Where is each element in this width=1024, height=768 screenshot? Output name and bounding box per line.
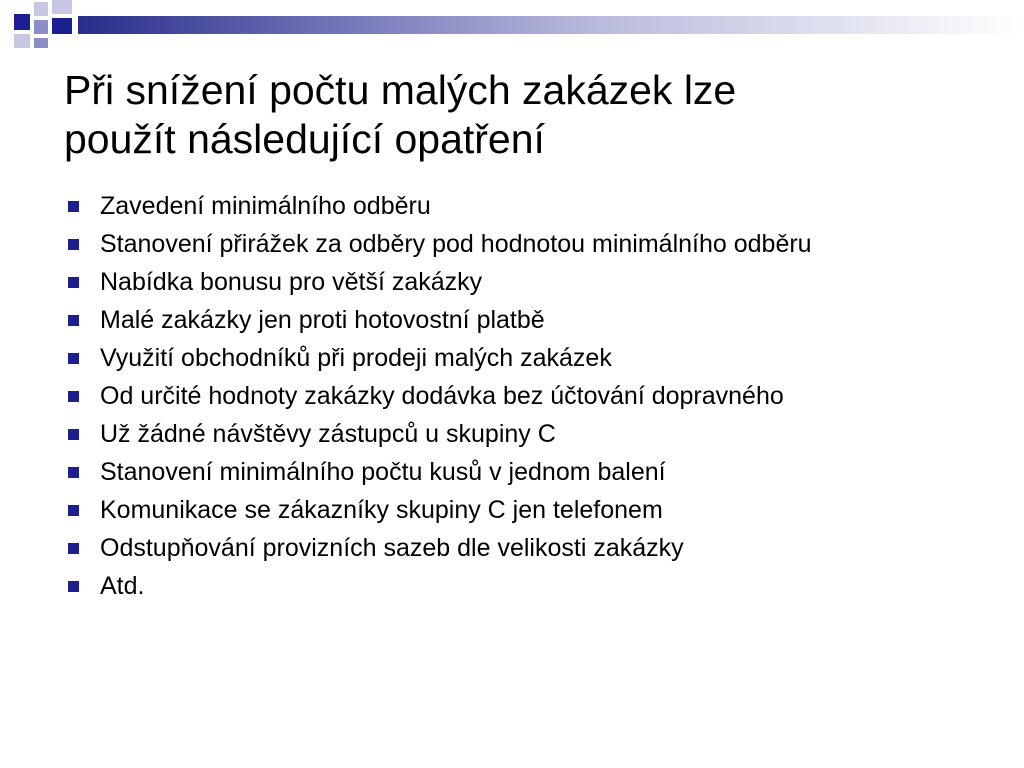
square-bullet-icon: [68, 505, 79, 516]
list-item-text: Od určité hodnoty zakázky dodávka bez účtování dopravného: [100, 382, 784, 410]
list-item: [64, 458, 984, 486]
square-bullet-icon: [68, 239, 79, 250]
list-item-text: Už žádné návštěvy zástupců u skupiny C: [100, 420, 556, 448]
decor-square-light: [52, 0, 72, 14]
list-item: [64, 420, 984, 448]
list-item: [64, 230, 984, 258]
square-bullet-icon: [68, 315, 79, 326]
header-gradient-bar: [78, 16, 1024, 34]
square-bullet-icon: [68, 467, 79, 478]
decor-square-light: [14, 34, 30, 48]
square-bullet-icon: [68, 201, 79, 212]
square-bullet-icon: [68, 277, 79, 288]
list-item: [64, 268, 984, 296]
list-item: [64, 534, 984, 562]
decor-square-dark: [14, 14, 30, 30]
list-item-text: Stanovení přirážek za odběry pod hodnotou minimálního odběru: [100, 230, 812, 258]
list-item-text: Stanovení minimálního počtu kusů v jednom balení: [100, 458, 666, 486]
square-bullet-icon: [68, 353, 79, 364]
list-item: [64, 572, 984, 600]
slide-title: [64, 66, 964, 164]
slide-title-line: Při snížení počtu malých zakázek lze: [64, 67, 737, 113]
square-bullet-icon: [68, 581, 79, 592]
decor-square-mid: [34, 38, 48, 48]
list-item-text: Odstupňování provizních sazeb dle velikosti zakázky: [100, 534, 684, 562]
list-item-text: Malé zakázky jen proti hotovostní platbě: [100, 306, 545, 334]
list-item-text: Využití obchodníků při prodeji malých zakázek: [100, 344, 612, 372]
list-item: [64, 344, 984, 372]
list-item-text: Zavedení minimálního odběru: [100, 192, 431, 220]
decor-square-mid: [34, 20, 48, 34]
list-item-text: Komunikace se zákazníky skupiny C jen telefonem: [100, 496, 663, 524]
list-item: [64, 306, 984, 334]
list-item-text: Atd.: [100, 572, 145, 600]
list-item: [64, 382, 984, 410]
bullet-list: [64, 192, 984, 610]
list-item: [64, 496, 984, 524]
decor-square-light: [34, 2, 48, 16]
decor-square-dark: [52, 18, 72, 34]
slide-title-line: použít následující opatření: [64, 116, 545, 162]
list-item: [64, 192, 984, 220]
square-bullet-icon: [68, 391, 79, 402]
square-bullet-icon: [68, 429, 79, 440]
square-bullet-icon: [68, 543, 79, 554]
list-item-text: Nabídka bonusu pro větší zakázky: [100, 268, 483, 296]
